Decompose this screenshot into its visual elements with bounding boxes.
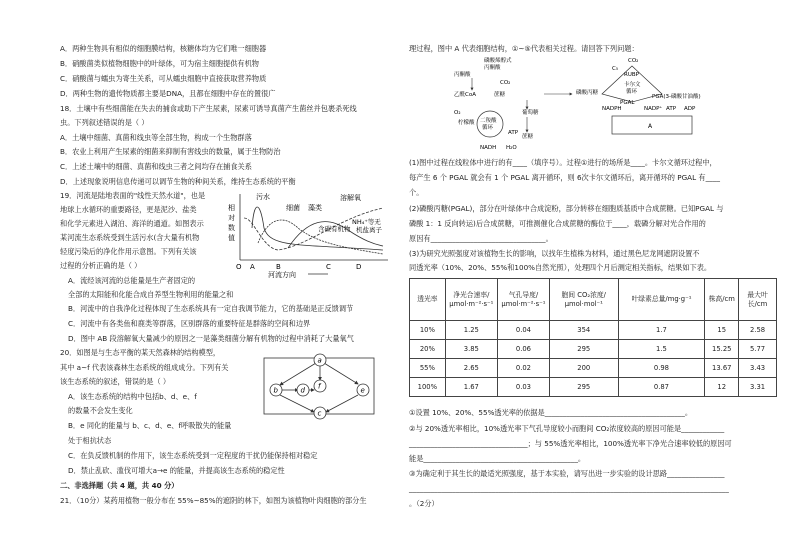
- cell: 0.04: [497, 321, 549, 340]
- table-row: [410, 359, 777, 378]
- cell: 2.65: [445, 359, 497, 378]
- label-organic-carbon: 含碳有机物: [318, 225, 351, 233]
- label-adp: ADP: [684, 106, 696, 112]
- header-plant-height: 株高/cm: [705, 279, 739, 321]
- note-3-line2: _________________________________________________________________________________________: [409, 484, 729, 493]
- label-triose-phosphate: 磷酸丙糖: [576, 90, 599, 96]
- cell: 15.25: [705, 340, 739, 359]
- y-axis-label-2: 对: [228, 214, 235, 222]
- river-purification-figure: [228, 188, 393, 278]
- q19-stem-line3: 和化学元素进入湖泊、海洋的通道。如图表示: [60, 219, 204, 228]
- q20-option-a-line2: 的数量不会发生变化: [68, 406, 133, 415]
- q20-option-b-line1: B．e 同化的能量与 b、c、d、e、f呼吸散失的能量: [68, 421, 232, 430]
- node-e-label: e: [360, 386, 365, 395]
- cell: 1.67: [445, 378, 497, 397]
- note-2-line3: 能是___________________________________________。: [409, 454, 586, 463]
- cell: 20%: [410, 340, 446, 359]
- q17-option-d: D．两种生物的遗传物质都主要是DNA，且都在细胞中存在的置很广: [60, 89, 276, 98]
- label-co2-right: CO₂: [628, 58, 639, 64]
- tca-cycle: [477, 111, 503, 137]
- q20-option-b-line2: 处于相抗状态: [68, 436, 112, 445]
- cell: 1.25: [445, 321, 497, 340]
- x-axis-title: 河流方向: [268, 271, 296, 278]
- label-o2: O₂: [454, 110, 461, 116]
- cell: 55%: [410, 359, 446, 378]
- label-rubp: RUBP: [624, 72, 639, 78]
- cell: 0.87: [618, 378, 705, 397]
- q18-option-d: D．上述现象说明信息传递可以调节生物的种间关系，维持生态系统的平衡: [60, 177, 296, 186]
- header-chlorophyll: 叶绿素总量/mg·g⁻¹: [618, 279, 705, 321]
- header-leaf-length: 最大叶长/cm: [739, 279, 777, 321]
- calvin-cycle-label-1: 卡尔文: [624, 82, 641, 88]
- arrow-e-to-c: [326, 395, 358, 412]
- q1-line3: 个。: [409, 188, 424, 197]
- note-3-line1: ③为确定利于其生长的最适光照强度，基于本实验，请写出进一步实验的设计思路________________: [409, 469, 725, 478]
- q18-option-b: B．农业上利用产生尿素的细菌来抑制有害线虫的数量，属于生物防治: [60, 147, 281, 156]
- data-table: [409, 278, 777, 397]
- cell: 0.06: [497, 340, 549, 359]
- q19-stem-line6: 过程的分析正确的是（ ）: [60, 261, 142, 270]
- cell: 10%: [410, 321, 446, 340]
- tca-cycle-label-2: 循环: [482, 125, 494, 131]
- q20-stem-line2: 其中 a~f 代表该森林生态系统的组成成分。下列有关: [60, 363, 229, 372]
- cell: 0.02: [497, 359, 549, 378]
- label-pgal: PGAL: [620, 100, 635, 106]
- note-3-points: 。（2分）: [409, 499, 439, 508]
- q21-stem: 21．（10分）某药用植物一般分布在 55%~85%的遮阴的林下，如图为该植物叶肉细胞的部分生: [60, 496, 367, 505]
- label-sewage: 污水: [256, 193, 270, 201]
- label-sucrose-2: 蔗糖: [522, 134, 534, 140]
- table-row: [410, 321, 777, 340]
- q19-stem-line2: 地球上水循环的重要路径，更是泥沙、盐类: [60, 205, 197, 214]
- q1-line2: 每产生 6 个 PGAL 就会有 1 个 PGAL 离开循环，则 6次卡尔文循环后，离开循环的 PGAL 有____: [409, 173, 720, 182]
- q17-option-c: C．硝酸菌与蠕虫为寄生关系，可从蠕虫细胞中直接获取营养物质: [60, 74, 267, 83]
- q20-stem-line1: 20．如图是与生态平衡的某天然森林的结构模型，: [60, 348, 221, 357]
- label-ammonium: NH₄⁺等无: [352, 218, 381, 226]
- q19-stem-line5: 轻度污染后的净化作用示意图。下列有关该: [60, 247, 197, 256]
- q3-line1: (3)为研究光照强度对该植物生长的影响，以找年生植株为材料，通过黑色尼龙网遮阴设置不: [409, 249, 700, 258]
- cell: 295: [550, 340, 618, 359]
- metabolism-diagram: [452, 54, 722, 154]
- note-2-line2: _________________________________；与 55%透光率相比，100%透光率下净光合速率较低的原因可: [409, 439, 732, 448]
- q21-intro: 理过程，图中 A 代表细胞结构，①~⑤代表相关过程。请回答下列问题：: [409, 44, 639, 53]
- label-co2-left: CO₂: [500, 80, 511, 86]
- q1-line1: (1)图中过程在线粒体中进行的有____（填序号）。过程①进行的场所是____。卡尔文循环过程中，: [409, 158, 717, 167]
- cell: 295: [550, 378, 618, 397]
- label-atp-right: ATP: [666, 106, 677, 112]
- q20-stem-line3: 该生态系统的叙述，错误的是（ ）: [60, 377, 171, 386]
- section-heading: 二、非选择题（共 4 题，共 40 分）: [60, 481, 179, 490]
- node-c-label: c: [317, 409, 322, 418]
- y-axis-label-1: 相: [228, 204, 235, 212]
- x-point-c: C: [326, 263, 331, 271]
- note-1: ①设置 10%、20%、55%透光率的依据是_______________________________________。: [409, 408, 693, 417]
- label-c5: C₅: [612, 66, 619, 72]
- left-column: [0, 0, 395, 550]
- label-algae: 藻类: [308, 204, 322, 212]
- cell: 1.7: [618, 321, 705, 340]
- arrow-b-to-c: [280, 395, 314, 412]
- q18-stem-line2: 虫。下列叙述错误的是（ ）: [60, 118, 149, 127]
- label-acetyl-coa: 乙酰CoA: [454, 92, 476, 98]
- cell: 13.67: [705, 359, 739, 378]
- label-pep-2: 丙酮酸: [484, 65, 501, 71]
- cell: 354: [550, 321, 618, 340]
- table-header-row: [410, 279, 777, 321]
- label-sucrose-1: 蔗糖: [494, 92, 506, 98]
- q17-option-b: B．硝酸菌类似植物细胞中的叶绿体，可为宿主细胞提供有机物: [60, 59, 259, 68]
- right-column: [397, 0, 794, 550]
- q19-option-d: D．图中 AB 段溶解氧大量减少的原因之一是藻类细菌分解有机物的过程中消耗了大量氧气: [68, 334, 354, 343]
- label-pga: PGA(3-磷酸甘油酸): [652, 94, 701, 100]
- cell: 3.43: [739, 359, 777, 378]
- label-h2o: H₂O: [506, 145, 517, 151]
- q19-stem-line4: 某河流生态系统受到生活污水(含大量有机物: [60, 233, 200, 242]
- q19-option-a-line2: 全部的太阳能和化能合成自养型生物利用的能量之和: [68, 290, 234, 299]
- table-row: [410, 340, 777, 359]
- cell: 0.03: [497, 378, 549, 397]
- header-stomatal-conductance: 气孔导度/μmol·m⁻²·s⁻¹: [497, 279, 549, 321]
- q20-option-a-line1: A．该生态系统的结构中包括b、d、e、f: [68, 392, 197, 401]
- cell: 200: [550, 359, 618, 378]
- y-axis-label-3: 数: [228, 224, 235, 232]
- cell: 12: [705, 378, 739, 397]
- cell: 3.85: [445, 340, 497, 359]
- q19-option-a-line1: A．流经该河流的总能量是生产者固定的: [68, 276, 196, 285]
- q19-option-b: B．河流中的自我净化过程体现了生态系统具有一定自我调节能力，它的基础是正反馈调节: [68, 304, 354, 313]
- arrow-a-to-e: [324, 363, 358, 384]
- label-nadph: NADPH: [602, 106, 622, 112]
- cell: 100%: [410, 378, 446, 397]
- q3-line2: 同透光率（10%、20%、55%和100%自然光照），处理四个月后测定相关指标，结果如下表。: [409, 263, 712, 272]
- q2-line2: 磷酸 1：1 反向转运)后合成蔗糖，可推测催化合成蔗糖的酶位于____，载磷分解对光合作用的: [409, 219, 706, 228]
- header-intercellular-co2: 胞间 CO₂浓度/μmol·mol⁻¹: [550, 279, 618, 321]
- node-f-label: f: [318, 382, 321, 391]
- forest-ecosystem-model: [258, 350, 380, 420]
- label-pyruvate: 丙酮酸: [454, 72, 471, 78]
- label-glucose: 葡萄糖: [522, 110, 539, 116]
- x-point-o: O: [236, 263, 242, 271]
- label-atp-left: ATP: [508, 130, 519, 136]
- calvin-cycle-label-2: 循环: [626, 89, 638, 95]
- label-oxygen: 溶解氧: [340, 194, 361, 202]
- q20-option-d: D．禁止乱砍、滥伐可增大a→e 的能量，并提高该生态系统的稳定性: [68, 466, 285, 475]
- label-inorganic-salts: 机盐离子: [356, 226, 382, 234]
- node-a-label: a: [317, 356, 322, 365]
- header-transmittance: 透光率: [410, 279, 446, 321]
- q19-option-c: C．河流中有各类鱼和鹿类等群落，区别群落的重要特征是群落的空间和边界: [68, 319, 311, 328]
- q20-option-c: C．在负反馈机制的作用下，该生态系统受到一定程度的干扰仍能保持相对稳定: [68, 451, 318, 460]
- cell: 15: [705, 321, 739, 340]
- label-nadh: NADH: [480, 145, 497, 151]
- cell: 2.58: [739, 321, 777, 340]
- cell: 1.5: [618, 340, 705, 359]
- node-b-label: b: [273, 386, 278, 395]
- q2-line1: (2)磷酸丙糖(PGAL)，部分在叶绿体中合成淀粉，部分转移在细胞质基质中合成蔗糖。已知PGAL 与: [409, 204, 724, 213]
- tca-cycle-label-1: 二羧酸: [480, 118, 497, 124]
- label-bacteria: 细菌: [286, 204, 300, 212]
- q18-option-c: C．上述土壤中的细菌、真菌和线虫三者之间均存在捕食关系: [60, 162, 252, 171]
- cell: 3.31: [739, 378, 777, 397]
- cell: 0.98: [618, 359, 705, 378]
- label-pep-1: 磷酸烯醇式: [484, 58, 512, 64]
- note-2-line1: ②与 20%透光率相比，10%透光率下气孔导度较小而胞间 CO₂浓度较高的原因可能是____________: [409, 424, 725, 433]
- q17-option-a: A．两种生物具有相似的细胞膜结构，核糖体均为它们唯一细胞器: [60, 44, 267, 53]
- structure-a-label: A: [648, 123, 653, 130]
- q19-stem-line1: 19．河流是陆地表面的"线性天然水道"，也是: [60, 191, 206, 200]
- x-point-d: D: [356, 263, 362, 271]
- x-point-a: A: [250, 263, 255, 271]
- cell: 5.77: [739, 340, 777, 359]
- node-d-label: d: [300, 386, 305, 395]
- q18-stem-line1: 18．土壤中有些细菌能在失去的捕食或助下产生尿素，尿素可诱导真菌产生菌丝并包裹杀死线: [60, 104, 357, 113]
- y-axis-label-4: 值: [228, 234, 235, 242]
- label-citrate: 柠檬酸: [458, 120, 475, 126]
- table-row: [410, 378, 777, 397]
- header-net-photosynthesis: 净光合速率/μmol·m⁻²·s⁻¹: [445, 279, 497, 321]
- q2-line3: 原因有________________________________。: [409, 234, 553, 243]
- arrow-a-to-b: [280, 363, 316, 385]
- q18-option-a: A．土壤中细菌、真菌和线虫等全部生物，构成一个生物群落: [60, 133, 252, 142]
- x-point-b: B: [276, 263, 281, 271]
- label-nadp: NADP⁺: [644, 106, 663, 112]
